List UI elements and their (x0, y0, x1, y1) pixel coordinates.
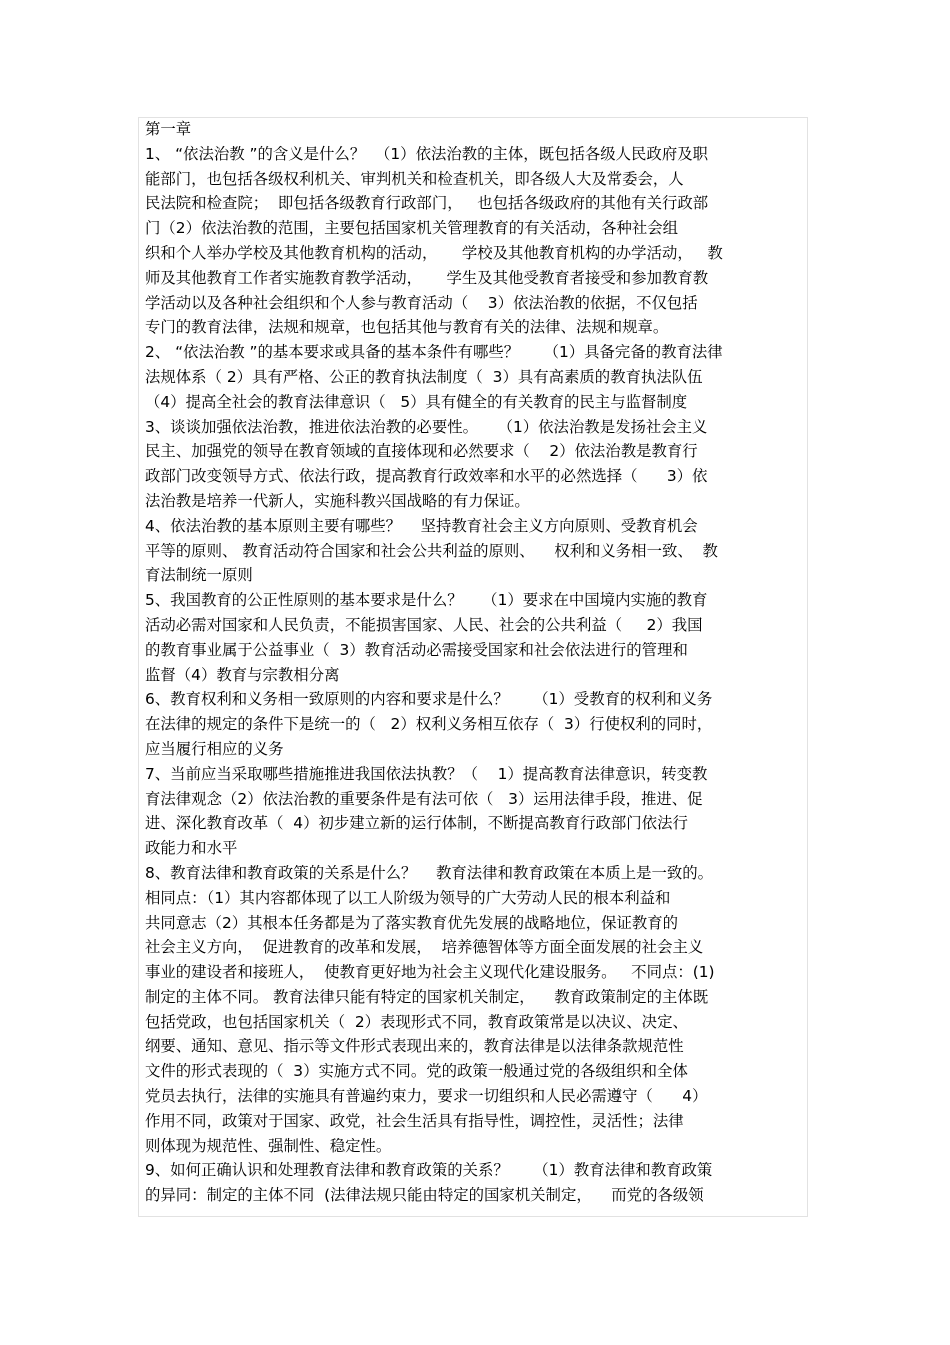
text-line: 制定的主体不同。 教育法律只能有特定的国家机关制定， 教育政策制定的主体既 (145, 987, 709, 1006)
text-line: （4）提高全社会的教育法律意识（ 5）具有健全的有关教育的民主与监督制度 (145, 392, 688, 411)
text-line: 的异同：制定的主体不同 (法律法规只能由特定的国家机关制定， 而党的各级领 (145, 1186, 704, 1205)
text-line: 1、 “依法治教 ”的含义是什么？ （1）依法治教的主体，既包括各级人民政府及职 (145, 144, 708, 163)
text-line: 纲要、通知、意见、指示等文件形式表现出来的，教育法律是以法律条款规范性 (145, 1037, 684, 1056)
text-line: 织和个人举办学校及其他教育机构的活动， 学校及其他教育机构的办学活动， 教 (145, 243, 723, 262)
text-line: 育法律观念（2）依法治教的重要条件是有法可依（ 3）运用法律手段，推进、促 (145, 789, 703, 808)
text-line: 师及其他教育工作者实施教育教学活动， 学生及其他受教育者接受和参加教育教 (145, 268, 709, 287)
text-line: 相同点：（1）其内容都体现了以工人阶级为领导的广大劳动人民的根本利益和 (145, 888, 671, 907)
text-line: 7、当前应当采取哪些措施推进我国依法执教？（ 1）提高教育法律意识，转变教 (145, 764, 708, 783)
text-line: 门（2）依法治教的范围，主要包括国家机关管理教育的有关活动，各种社会组 (145, 219, 679, 238)
text-line: 8、教育法律和教育政策的关系是什么？ 教育法律和教育政策在本质上是一致的。 (145, 863, 714, 882)
text-line: 则体现为规范性、强制性、稳定性。 (145, 1136, 392, 1155)
text-line: 平等的原则、 教育活动符合国家和社会公共利益的原则、 权利和义务相一致、 教 (145, 541, 718, 560)
text-line: 9、如何正确认识和处理教育法律和教育政策的关系？ （1）教育法律和教育政策 (145, 1161, 713, 1180)
text-line: 2、 “依法治教 ”的基本要求或具备的基本条件有哪些？ （1）具备完备的教育法律 (145, 343, 723, 362)
text-line: 监督（4）教育与宗教相分离 (145, 665, 340, 684)
text-line: 党员去执行，法律的实施具有普遍约束力，要求一切组织和人民必需遵守（ 4） (145, 1087, 708, 1106)
text-line: 的教育事业属于公益事业（ 3）教育活动必需接受国家和社会依法进行的管理和 (145, 640, 688, 659)
text-line: 学活动以及各种社会组织和个人参与教育活动（ 3）依法治教的依据，不仅包括 (145, 293, 698, 312)
text-line: 社会主义方向， 促进教育的改革和发展， 培养德智体等方面全面发展的社会主义 (145, 938, 704, 957)
text-line: 能部门，也包括各级权利机关、审判机关和检查机关，即各级人大及常委会，人 (145, 169, 684, 188)
text-line: 在法律的规定的条件下是统一的（ 2）权利义务相互依存（ 3）行使权利的同时， (145, 715, 713, 734)
text-line: 民法院和检查院； 即包括各级教育行政部门， 也包括各级政府的其他有关行政部 (145, 194, 709, 213)
text-line: 6、教育权利和义务相一致原则的内容和要求是什么？ （1）受教育的权利和义务 (145, 690, 713, 709)
chapter-title: 第一章 (145, 120, 192, 138)
text-line: 作用不同，政策对于国家、政党，社会生活具有指导性，调控性，灵活性；法律 (145, 1111, 684, 1130)
text-line: 法规体系（ 2）具有严格、公正的教育执法制度（ 3）具有高素质的教育执法队伍 (145, 367, 703, 386)
text-line: 5、我国教育的公正性原则的基本要求是什么？ （1）要求在中国境内实施的教育 (145, 591, 708, 610)
text-line: 活动必需对国家和人民负责，不能损害国家、人民、社会的公共利益（ 2）我国 (145, 615, 703, 634)
text-line: 3、谈谈加强依法治教，推进依法治教的必要性。 （1）依法治教是发扬社会主义 (145, 417, 708, 436)
text-line: 进、深化教育改革（ 4）初步建立新的运行体制，不断提高教育行政部门依法行 (145, 814, 688, 833)
text-line: 法治教是培养一代新人，实施科教兴国战略的有力保证。 (145, 491, 530, 510)
text-line: 政能力和水平 (145, 839, 238, 858)
text-line: 应当履行相应的义务 (145, 739, 284, 758)
text-line: 专门的教育法律，法规和规章，也包括其他与教育有关的法律、法规和规章。 (145, 318, 669, 337)
document-body (145, 117, 809, 1208)
text-line: 事业的建设者和接班人， 使教育更好地为社会主义现代化建设服务。 不同点：(1) (145, 963, 715, 982)
text-line: 民主、加强党的领导在教育领域的直接体现和必然要求（ 2）依法治教是教育行 (145, 442, 698, 461)
text-line: 育法制统一原则 (145, 566, 253, 585)
text-line: 包括党政，也包括国家机关（ 2）表现形式不同，教育政策常是以决议、决定、 (145, 1012, 688, 1031)
text-line: 共同意志（2）其根本任务都是为了落实教育优先发展的战略地位，保证教育的 (145, 913, 679, 932)
text-line: 政部门改变领导方式、依法行政，提高教育行政效率和水平的必然选择（ 3）依 (145, 467, 708, 486)
text-line: 文件的形式表现的（ 3）实施方式不同。党的政策一般通过党的各级组织和全体 (145, 1062, 688, 1081)
text-line: 4、依法治教的基本原则主要有哪些？ 坚持教育社会主义方向原则、受教育机会 (145, 516, 698, 535)
